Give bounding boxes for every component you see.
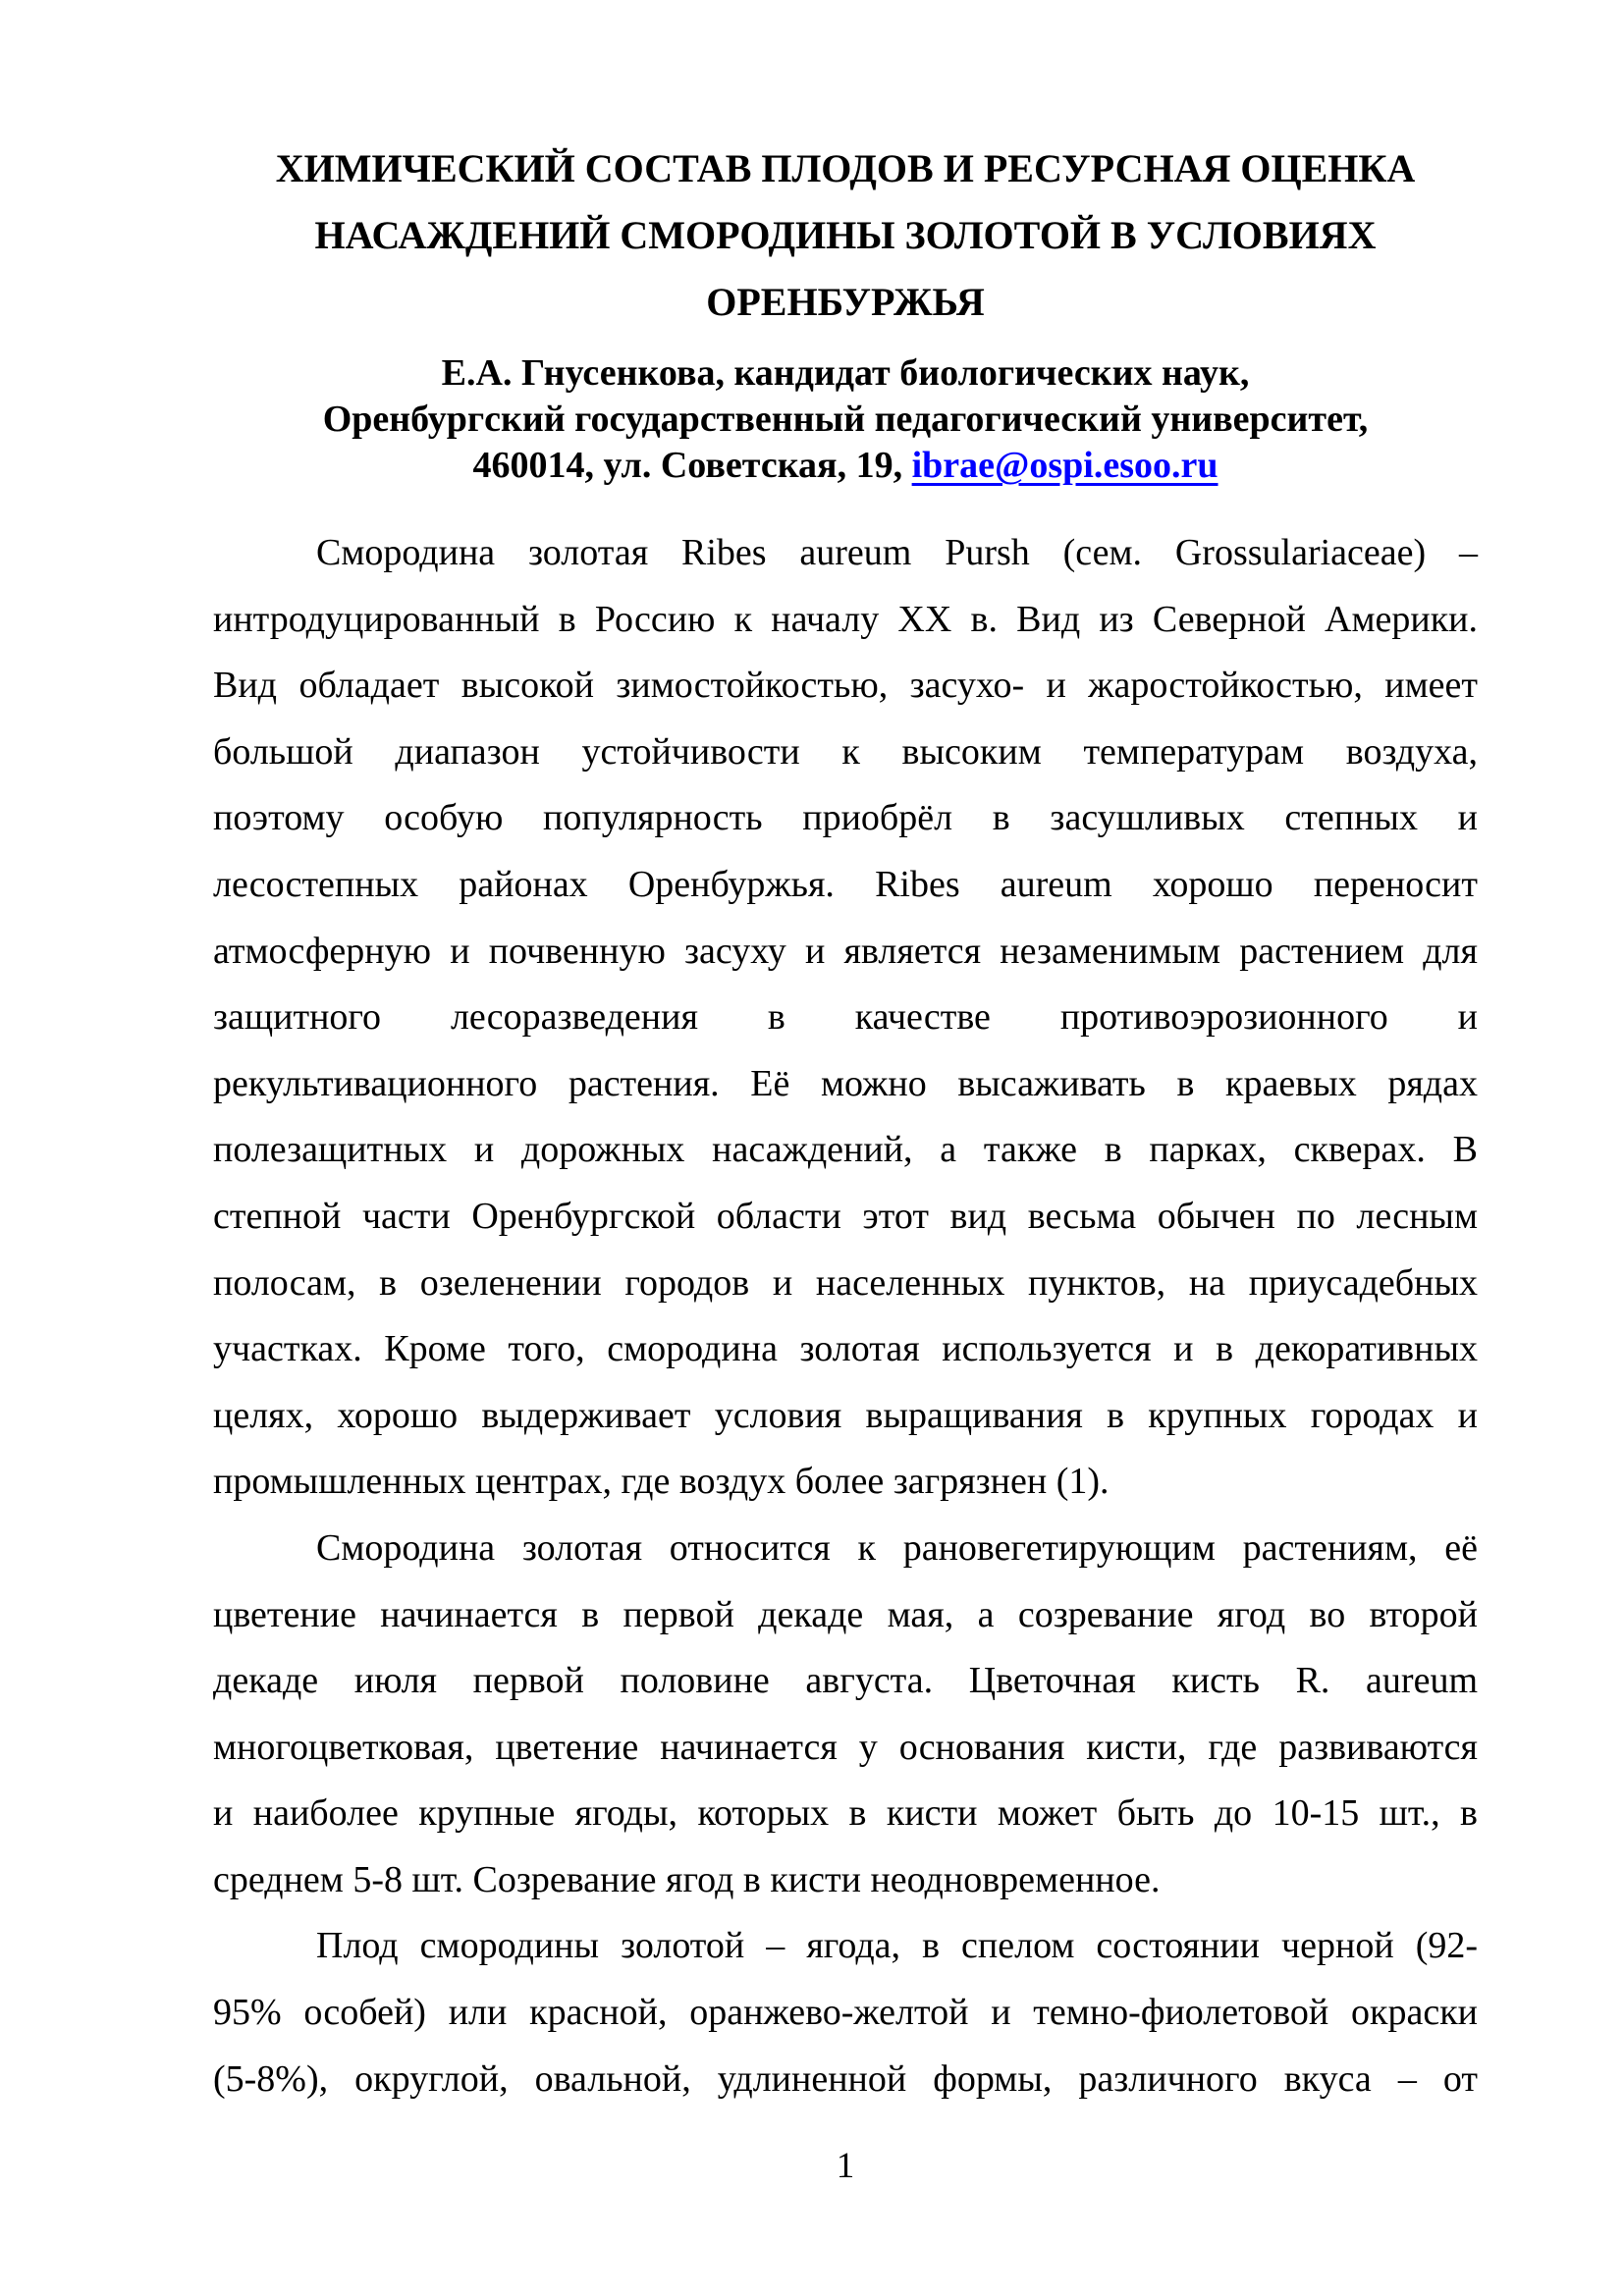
author-affiliation: Оренбургский государственный педагогический университет,: [322, 399, 1369, 440]
body-line: большой диапазон устойчивости к высоким температурам воздуха,: [213, 730, 1478, 773]
author-name: Е.А. Гнусенкова, кандидат биологических наук,: [441, 352, 1250, 394]
body-line: Смородина золотая Ribes aureum Pursh (сем. Grossulariaceae) –: [316, 532, 1478, 573]
body-line: и наиболее крупные ягоды, которых в кисти может быть до 10-15 шт., в: [213, 1792, 1478, 1835]
body-line: декаде июля первой половине августа. Цветочная кисть R. aureum: [213, 1660, 1478, 1702]
body-line: полосам, в озеленении городов и населенных пунктов, на приусадебных: [213, 1261, 1478, 1304]
body-line: степной части Оренбургской области этот вид весьма обычен по лесным: [213, 1195, 1478, 1237]
body-line: поэтому особую популярность приобрёл в засушливых степных и: [213, 797, 1478, 839]
body-line: атмосферную и почвенную засуху и является незаменимым растением для: [213, 930, 1478, 972]
body-line: промышленных центрах, где воздух более загрязнен (1).: [213, 1461, 1110, 1503]
body-line: целях, хорошо выдерживает условия выращивания в крупных городах и: [213, 1394, 1478, 1436]
body-line: 95% особей) или красной, оранжево-желтой и темно-фиолетовой окраски: [213, 1992, 1478, 2034]
body-line: полезащитных и дорожных насаждений, а также в парках, скверах. В: [213, 1129, 1478, 1171]
email-link[interactable]: ibrae@ospi.esoo.ru: [911, 445, 1218, 486]
body-line: Смородина золотая относится к рановегетирующим растениям, её: [316, 1526, 1478, 1569]
body-line: защитного лесоразведения в качестве противоэрозионного и: [213, 996, 1478, 1039]
author-block: [213, 350, 1478, 489]
body-line: лесостепных районах Оренбуржья. Ribes aureum хорошо переносит: [213, 863, 1478, 905]
body-line: участках. Кроме того, смородина золотая используется и в декоративных: [213, 1328, 1478, 1370]
body-line: Вид обладает высокой зимостойкостью, засухо- и жаростойкостью, имеет: [213, 665, 1478, 707]
author-address: [213, 443, 1478, 489]
page-number: 1: [836, 2146, 855, 2186]
body-line: цветение начинается в первой декаде мая, а созревание ягод во второй: [213, 1593, 1478, 1635]
author-address-text: 460014, ул. Советская, 19,: [472, 445, 912, 486]
paper-title: [213, 135, 1478, 336]
body-line: интродуцированный в Россию к началу XX в. Вид из Северной Америки.: [213, 598, 1478, 640]
body-line: рекультивационного растения. Её можно высаживать в краевых рядах: [213, 1062, 1478, 1104]
paper-title-line-3: ОРЕНБУРЖЬЯ: [706, 280, 985, 324]
body-line: среднем 5-8 шт. Созревание ягод в кисти неодновременное.: [213, 1858, 1161, 1900]
paper-title-line-1: ХИМИЧЕСКИЙ СОСТАВ ПЛОДОВ И РЕСУРСНАЯ ОЦЕНКА: [275, 146, 1416, 190]
paper-title-line-2: НАСАЖДЕНИЙ СМОРОДИНЫ ЗОЛОТОЙ В УСЛОВИЯХ: [314, 213, 1377, 257]
article-body: [213, 520, 1478, 2112]
body-line: многоцветковая, цветение начинается у основания кисти, где развиваются: [213, 1726, 1478, 1768]
body-line: Плод смородины золотой – ягода, в спелом состоянии черной (92-: [316, 1925, 1478, 1967]
body-line: (5-8%), округлой, овальной, удлиненной формы, различного вкуса – от: [213, 2057, 1478, 2100]
